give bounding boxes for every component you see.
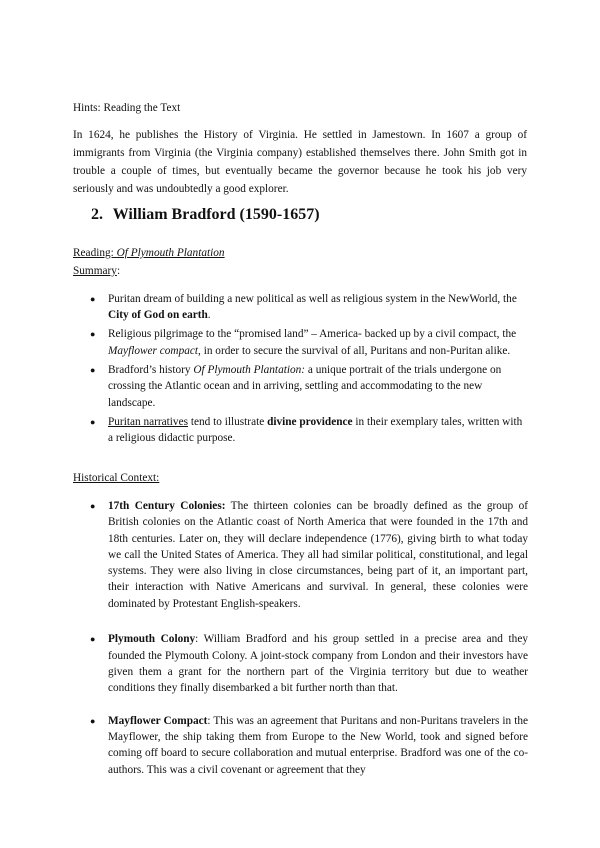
summary-item-4: ● Puritan narratives tend to illustrate divine providence in their exemplary tales, written with a religious didactic purpose. xyxy=(90,415,523,445)
bullet-icon: ● xyxy=(90,501,96,511)
bullet-icon: ● xyxy=(90,364,96,375)
summary-item-3: ● Bradford’s history Of Plymouth Plantation: a unique portrait of the trials undergone on crossing the Atlantic ocean and in arriving, settling and accommodating to the new landscape. xyxy=(90,363,502,409)
summary-item-2: ● Religious pilgrimage to the “promised land” – America- backed up by a civil compact, the Mayflower compact, in order to secure the survival of all, Puritans and non-Puritan alike. xyxy=(90,328,517,357)
section-number: 2. xyxy=(91,206,103,223)
context-list xyxy=(90,498,528,794)
reading-label: Reading: xyxy=(73,247,114,259)
summary-item-1: ● Puritan dream of building a new political as well as religious system in the NewWorld, the City of God on earth. xyxy=(90,293,517,322)
bullet-icon: ● xyxy=(90,416,96,427)
summary-list xyxy=(90,291,526,449)
context-item-colonies: ● 17th Century Colonies: The thirteen colonies can be broadly defined as the group of British colonies on the Atlantic coast of North America that were founded in the 17th and 18th centuries. Later on, they will declare independence (1776), giving birth to what today we call the United States of America. They all had similar political, constitutional, and legal systems. They were also living in close circumstances, being part of it, an important part, their interaction with Native Americans and survival. In general, these colonies were dominated by Protestant English-speakers. xyxy=(90,500,528,610)
summary-colon: : xyxy=(116,265,121,277)
section-title: William Bradford (1590-1657) xyxy=(112,206,320,223)
hints-label: Hints: Reading the Text xyxy=(73,102,181,114)
bullet-icon: ● xyxy=(90,715,96,726)
context-item-mayflower-compact: ● Mayflower Compact: This was an agreement that Puritans and non-Puritans travelers in the Mayflower, the ship taking them from Europe to the New World, took and signed before coming off board to secure collaboration and mutual enterprise. Bradford was one of the co- authors. This was a civil covenant or agreement that they xyxy=(90,714,528,776)
historical-context-label: Historical Context: xyxy=(73,472,160,484)
reading-title: Of Plymouth Plantation xyxy=(116,247,225,259)
bullet-icon: ● xyxy=(90,634,96,645)
context-item-plymouth-colony: ● Plymouth Colony: William Bradford and his group settled in a precise area and they founded the Plymouth Colony. A joint-stock company from London and their investors have given them a grant for the northern part of the Virginia territory but due to weather conditions they finally disembarked a bit further north than that. xyxy=(90,633,528,695)
intro-paragraph: In 1624, he publishes the History of Virginia. He settled in Jamestown. In 1607 a group of immigrants from Virginia (the Virginia company) established themselves there. John Smith got in trouble a couple of times, but eventually became the governor because he took his job very seriously and was undoubtedly a good explorer. xyxy=(73,129,527,195)
bullet-icon: ● xyxy=(90,294,96,304)
reading-line xyxy=(73,245,225,261)
summary-heading xyxy=(73,263,120,279)
bullet-icon: ● xyxy=(90,329,96,340)
summary-label: Summary xyxy=(73,265,117,277)
section-heading xyxy=(91,204,320,226)
